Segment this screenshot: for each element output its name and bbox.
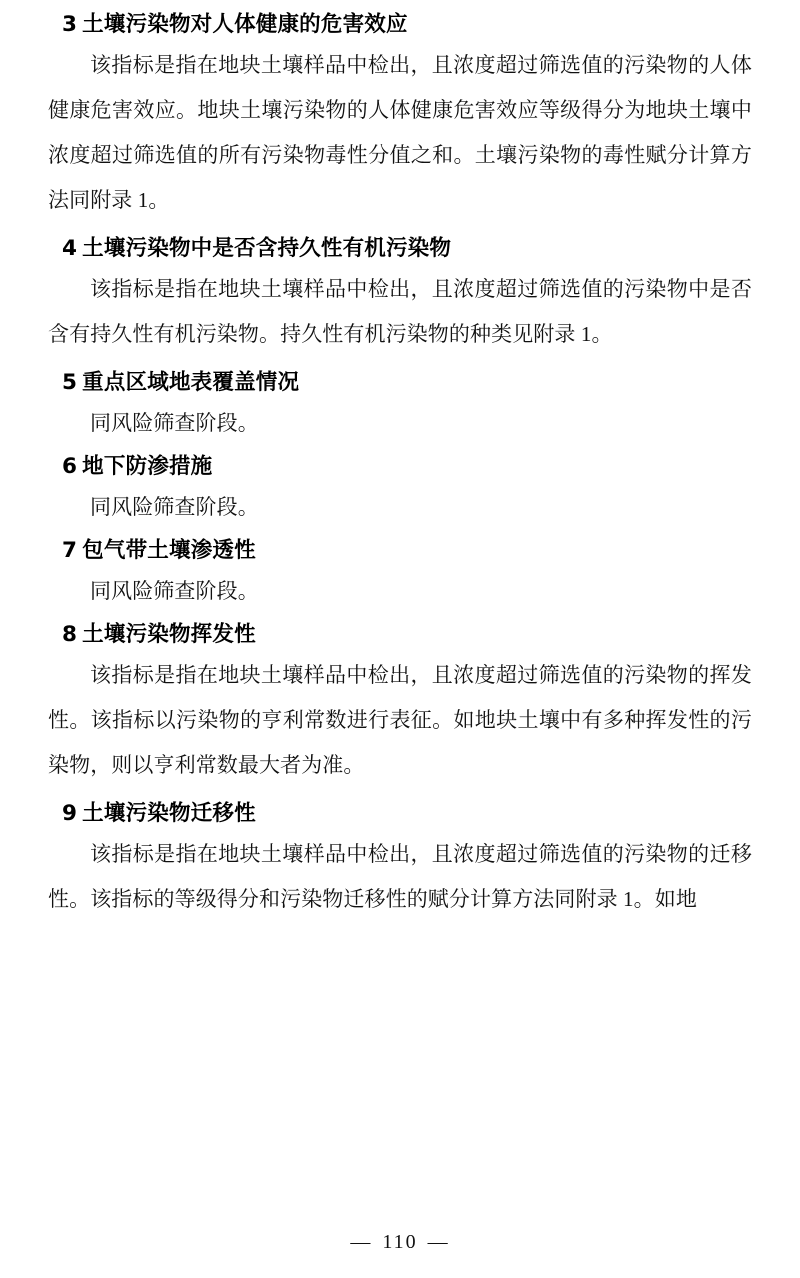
section-7-title: 包气带土壤渗透性 (82, 538, 256, 564)
section-8-number: 8 (62, 622, 78, 648)
section-7 (48, 536, 752, 614)
footer-dash-right: — (427, 1231, 450, 1253)
section-7-number: 7 (62, 538, 78, 564)
section-3-number: 3 (62, 12, 78, 37)
section-6 (48, 452, 752, 530)
section-9 (48, 799, 752, 922)
section-8 (48, 620, 752, 788)
section-5-body: 同风险筛查阶段。 (90, 411, 259, 436)
page-footer (0, 1231, 800, 1254)
section-4-body: 该指标是指在地块土壤样品中检出，且浓度超过筛选值的污染物中是否含有持久性有机污染物。持久性有机污染物的种类见附录 1。 (48, 277, 752, 347)
section-3-heading (48, 10, 752, 39)
section-5-title: 重点区域地表覆盖情况 (82, 370, 300, 396)
section-8-heading (48, 620, 752, 649)
section-4-heading (48, 234, 752, 263)
section-9-title: 土壤污染物迁移性 (82, 801, 256, 827)
section-6-body: 同风险筛查阶段。 (90, 495, 259, 520)
section-8-body: 该指标是指在地块土壤样品中检出，且浓度超过筛选值的污染物的挥发性。该指标以污染物的亨利常数进行表征。如地块土壤中有多种挥发性的污染物，则以亨利常数最大者为准。 (48, 663, 752, 778)
section-6-number: 6 (62, 454, 78, 480)
section-8-title: 土壤污染物挥发性 (82, 622, 256, 648)
section-5-heading (48, 368, 752, 397)
section-4-title: 土壤污染物中是否含持久性有机污染物 (82, 236, 452, 262)
section-3-title: 土壤污染物对人体健康的危害效应 (82, 12, 408, 37)
section-5 (48, 368, 752, 446)
section-6-title: 地下防渗措施 (82, 454, 213, 480)
section-9-body: 该指标是指在地块土壤样品中检出，且浓度超过筛选值的污染物的迁移性。该指标的等级得分和污染物迁移性的赋分计算方法同附录 1。如地 (48, 842, 752, 912)
section-4 (48, 234, 752, 357)
section-3 (48, 10, 752, 223)
footer-dash-left: — (350, 1231, 373, 1253)
section-7-body: 同风险筛查阶段。 (90, 579, 259, 604)
section-9-number: 9 (62, 801, 78, 827)
section-6-heading (48, 452, 752, 481)
section-3-body: 该指标是指在地块土壤样品中检出，且浓度超过筛选值的污染物的人体健康危害效应。地块土壤污染物的人体健康危害效应等级得分为地块土壤中浓度超过筛选值的所有污染物毒性分值之和。土壤污染物的毒性赋分计算方法同附录 1。 (48, 53, 752, 213)
section-5-number: 5 (62, 370, 78, 396)
section-9-heading (48, 799, 752, 828)
page-number: 110 (382, 1231, 418, 1253)
section-4-number: 4 (62, 236, 78, 262)
section-7-heading (48, 536, 752, 565)
